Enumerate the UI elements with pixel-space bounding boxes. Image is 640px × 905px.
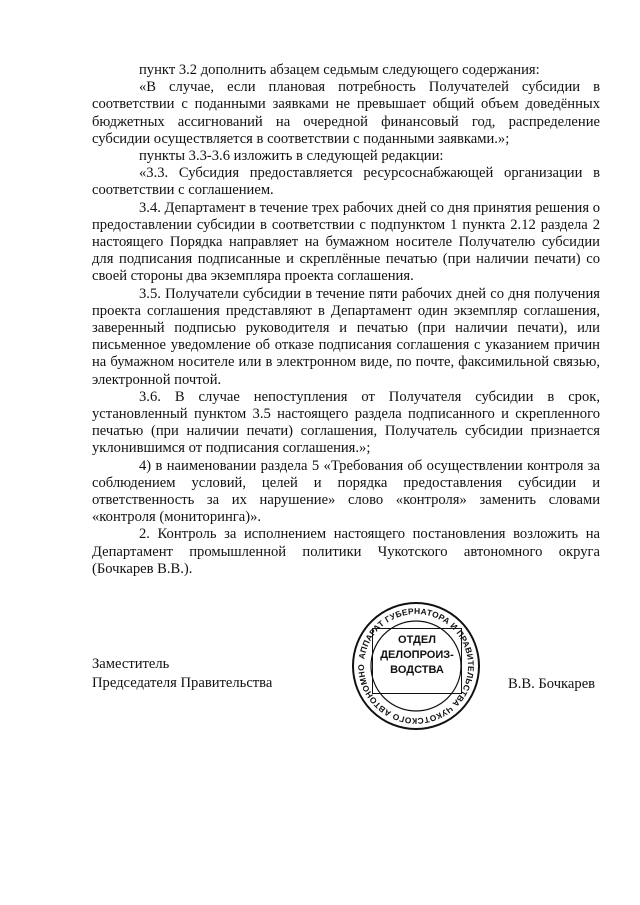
office-stamp bbox=[350, 600, 482, 732]
paragraph: пункт 3.2 дополнить абзацем седьмым следующего содержания: bbox=[139, 62, 540, 78]
paragraph: «3.3. Субсидия предоставляется ресурсоснабжающей организации в соответствии с соглашением. bbox=[92, 165, 600, 199]
signatory-position-line1: Заместитель bbox=[92, 656, 170, 672]
stamp-ring-text: АППАРАТ ГУБЕРНАТОРА И ПРАВИТЕЛЬСТВА ЧУКОТСКОГО АВТОНОМНО bbox=[355, 605, 477, 727]
stamp-line-1: ОТДЕЛ bbox=[398, 634, 436, 646]
paragraph: 3.6. В случае непоступления от Получателя субсидии в срок, установленный пунктом 3.5 настоящего раздела подписанного и скрепленного печатью (при наличии печати) соглашения, Получатель субсидии признается уклонившимся от подписания соглашения.»; bbox=[92, 388, 600, 457]
stamp-line-3: ВОДСТВА bbox=[390, 664, 444, 676]
signatory-position bbox=[92, 655, 272, 693]
paragraph: «В случае, если плановая потребность Получателей субсидии в соответствии с поданными заявками не превышает общий объем доведённых бюджетных ассигнований на очередной финансовый год, распределение субсидии осуществляется в соответствии с поданными заявками.»; bbox=[92, 79, 600, 147]
paragraph: 3.4. Департамент в течение трех рабочих дней со дня принятия решения о предоставлении субсидии в соответствии с подпунктом 1 пункта 2.12 раздела 2 настоящего Порядка направляет на бумажном носителе Получателю субсидии для подписания подписанные и скреплённые печатью (при наличии печати) со своей стороны два экземпляра проекта соглашения. bbox=[92, 199, 600, 285]
paragraph: пункты 3.3-3.6 изложить в следующей редакции: bbox=[139, 148, 444, 165]
stamp-line-2: ДЕЛОПРОИЗ- bbox=[380, 649, 454, 661]
document-body bbox=[92, 62, 600, 578]
paragraph: 3.5. Получатели субсидии в течение пяти рабочих дней со дня получения проекта соглашения представляют в Департамент один экземпляр соглашения, заверенный подписью руководителя и печатью (при наличии печати), или письменное уведомление об отказе подписания соглашения с указанием причин на бумажном носителе или в электронном виде, по почте, факсимильной связью, электронной почтой. bbox=[92, 285, 600, 388]
signatory-position-line2: Председателя Правительства bbox=[92, 675, 273, 691]
signatory-name: В.В. Бочкарев bbox=[508, 676, 596, 692]
paragraph: 4) в наименовании раздела 5 «Требования об осуществлении контроля за соблюдением условий, целей и порядка предоставления субсидии и ответственность за их нарушение» слово «контроля» заменить словами «контроля (мониторинга)». bbox=[92, 457, 600, 526]
paragraph: 2. Контроль за исполнением настоящего постановления возложить на Департамент промышленной политики Чукотского автономного округа (Бочкарев В.В.). bbox=[92, 526, 600, 577]
stamp-center-box bbox=[372, 628, 462, 694]
